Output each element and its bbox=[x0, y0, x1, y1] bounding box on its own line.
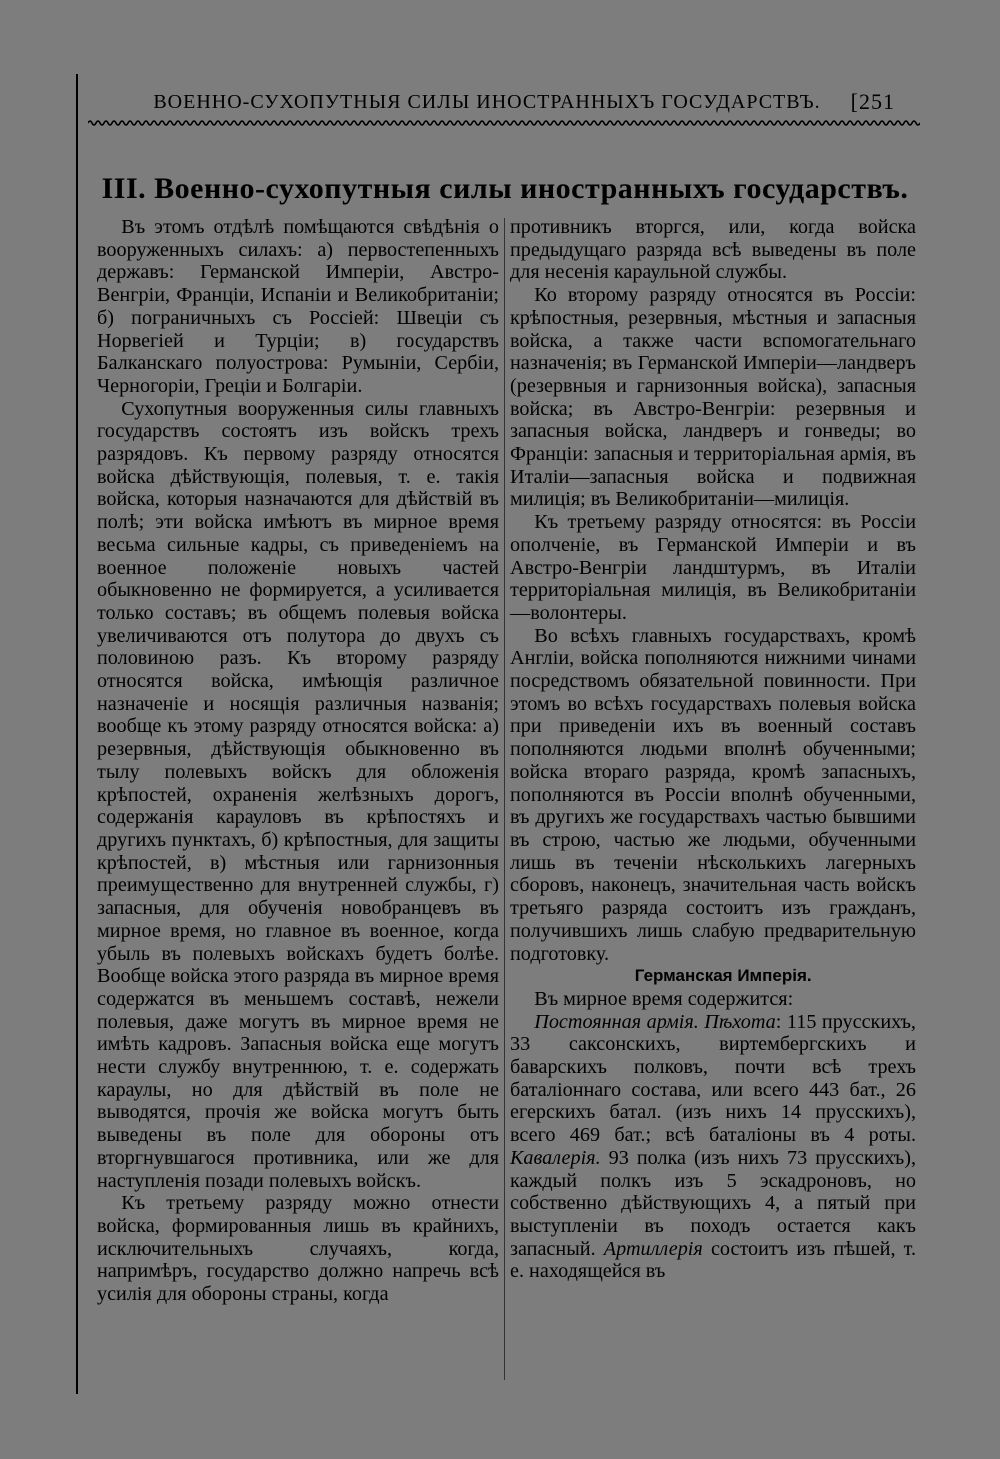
infantry-label: Пѣхота bbox=[704, 1010, 776, 1033]
infantry-text: : 115 прусскихъ, 33 саксонскихъ, виртембергскихъ и баварскихъ полковъ, почти всѣ трехъ баталіоннаго состава, или всего 443 бат., 26 егерскихъ батал. (изъ нихъ 14 прусскихъ), всего 469 бат.; всѣ баталіоны въ 4 роты. bbox=[510, 1010, 916, 1147]
column-divider bbox=[504, 218, 505, 1380]
cavalry-label: Кавалерія. bbox=[510, 1146, 601, 1169]
paragraph: противникъ вторгся, или, когда войска предыдущаго разряда всѣ выведены въ поле для несенія караульной службы. bbox=[510, 216, 916, 284]
left-column bbox=[97, 216, 499, 1306]
paragraph: Сухопутныя вооруженныя силы главныхъ государствъ состоятъ изъ войскъ трехъ разрядовъ. Къ первому разряду относятся войска дѣйствующія, полевыя, т. е. такія войска, которыя назначаются для дѣйствій въ полѣ; эти войска имѣютъ въ мирное время весьма сильные кадры, съ приведеніемъ на военное положеніе новыхъ частей обыкновенно не формируется, а усиливается только составъ; въ общемъ полевыя войска увеличиваются отъ полутора до двухъ съ половиною разъ. Къ второму разряду относятся войска, имѣющія различное назначеніе и носящія различныя названія; вообще къ этому разряду относятся войска: а) резервныя, дѣйствующія обыкновенно въ тылу полевыхъ войскъ для обложенія крѣпостей, охраненія желѣзныхъ дорогъ, содержанія карауловъ въ крѣпостяхъ и другихъ пунктахъ, б) крѣпостныя, для защиты крѣпостей, в) мѣстныя или гарнизонныя преимущественно для внутренней службы, г) запасныя, для обученія новобранцевъ въ мирное время, но главное въ военное, когда убыль въ полевыхъ войскахъ будетъ болѣе. Вообще войска этого разряда въ мирное время содержатся въ меньшемъ составѣ, нежели полевыя, даже могутъ въ мирное время не имѣть кадровъ. Запасныя войска еще могутъ нести службу внутреннюю, т. е. содержать караулы, но для дѣйствій въ поле не выводятся, прочія же войска могутъ быть выведены въ поле для обороны отъ вторгнувшагося противника, или же для наступленія позади полевыхъ войскъ. bbox=[97, 397, 499, 1192]
artillery-label: Артиллерія bbox=[603, 1237, 703, 1260]
paragraph: Въ мирное время содержится: bbox=[534, 987, 794, 1010]
section-title: III. Военно-сухопутныя силы иностранныхъ государствъ. bbox=[101, 172, 909, 205]
paragraph: Къ третьему разряду относятся: въ Россіи ополченіе, въ Германской Имперіи и въ Австро-Венгріи ландштурмъ, въ Италіи территоріальная милиція, въ Великобританіи—волонтеры. bbox=[510, 511, 916, 624]
cavalry-text: 93 полка (изъ нихъ 73 прусскихъ), каждый полкъ изъ 5 эскадроновъ, но собственно дѣйствующихъ 4, а пятый при выступленіи въ походъ остается какъ запасный. bbox=[510, 1146, 917, 1260]
left-border-rule bbox=[76, 74, 78, 1394]
subsection-title: Германская Имперія. bbox=[634, 966, 812, 986]
artillery-text: состоитъ изъ пѣшей, т. е. находящейся въ bbox=[510, 1237, 917, 1283]
paragraph: Во всѣхъ главныхъ государствахъ, кромѣ Англіи, войска пополняются нижними чинами посредствомъ обязательной повинности. При этомъ во всѣхъ государствахъ полевыя войска при приведеніи ихъ въ военный составъ пополняются людьми вполнѣ обученными; войска втораго разряда, кромѣ запасныхъ, пополняются въ Россіи вполнѣ обученными, въ другихъ же государствахъ частью бывшими въ строю, частью же людьми, обученными лишь въ теченіи нѣсколькихъ лагерныхъ сборовъ, наконецъ, значительная часть войскъ третьяго разряда состоитъ изъ гражданъ, получившихъ лишь слабую предварительную подготовку. bbox=[510, 624, 916, 965]
paragraph: Въ этомъ отдѣлѣ помѣщаются свѣдѣнія о вооруженныхъ силахъ: а) первостепенныхъ державъ: Германской Имперіи, Австро-Венгріи, Франціи, Испаніи и Великобританіи; б) пограничныхъ съ Россіей: Швеціи съ Норвегіей и Турціи; в) государствъ Балканскаго полуострова: Румыніи, Сербіи, Черногоріи, Греціи и Болгаріи. bbox=[97, 216, 499, 397]
running-header bbox=[95, 86, 925, 118]
paragraph bbox=[510, 1011, 916, 1283]
army-label: Постоянная армія. bbox=[534, 1010, 699, 1033]
page-number: [251 bbox=[850, 89, 895, 114]
paragraph: Ко второму разряду относятся въ Россіи: крѣпостныя, резервныя, мѣстныя и запасныя войска, а также части вспомогательнаго назначенія; въ Германской Имперіи—ландверъ (резервныя и гарнизонныя войска), запасныя войска; въ Австро-Венгріи: резервныя и запасныя войска, ландверъ и гонведы; во Франціи: запасныя и территоріальная армія, въ Италіи—запасныя войска и подвижная милиція; въ Великобританіи—милиція. bbox=[510, 284, 916, 511]
wavy-rule bbox=[88, 116, 920, 130]
paragraph: Къ третьему разряду можно отнести войска, формированныя лишь въ крайнихъ, исключительныхъ случаяхъ, когда, напримѣръ, государство должно напречь всѣ усилія для обороны страны, когда bbox=[97, 1192, 499, 1306]
right-column bbox=[510, 216, 916, 1283]
running-header-title: ВОЕННО-СУХОПУТНЫЯ СИЛЫ ИНОСТРАННЫХЪ ГОСУДАРСТВЪ. bbox=[153, 90, 821, 113]
